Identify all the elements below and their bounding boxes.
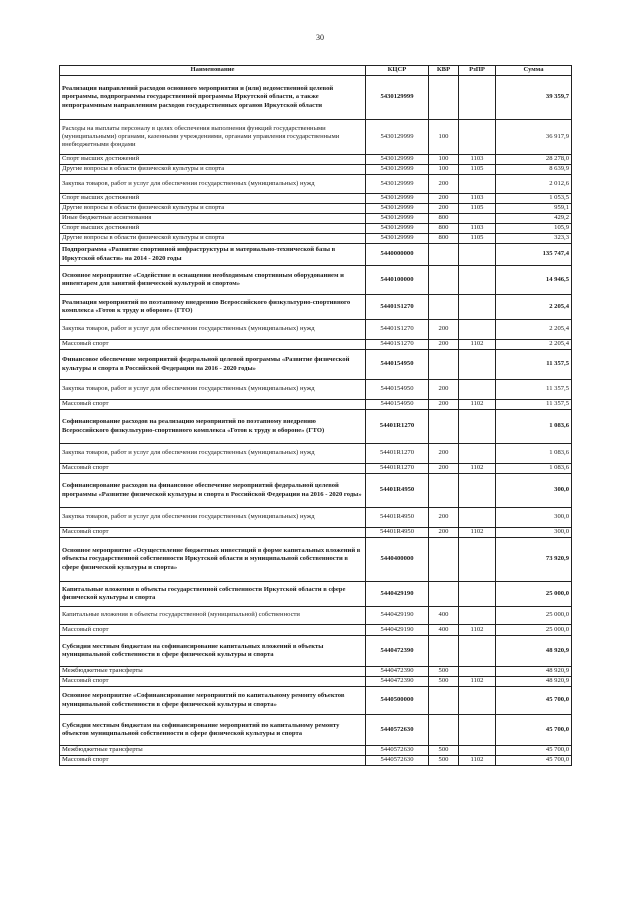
table-row: [60, 508, 572, 528]
cell-code: 5430129999: [366, 194, 429, 204]
cell-code: 5440429190: [366, 607, 429, 625]
table-row: [60, 295, 572, 320]
table-row: [60, 340, 572, 350]
cell-rzpr: [459, 746, 496, 756]
cell-amount: 45 700,0: [496, 715, 572, 746]
cell-amount: 28 278,0: [496, 155, 572, 165]
cell-amount: 8 639,9: [496, 165, 572, 175]
cell-code: 5440572630: [366, 756, 429, 766]
cell-amount: 48 920,9: [496, 667, 572, 677]
cell-rzpr: [459, 76, 496, 120]
cell-name: Финансовое обеспечение мероприятий федеральной целевой программы «Развитие физической культуры и спорта в Российской Федерации на 2016 - 2020 годы»: [60, 350, 366, 380]
cell-amount: 11 357,5: [496, 400, 572, 410]
cell-amount: 2 012,6: [496, 175, 572, 194]
cell-rzpr: [459, 715, 496, 746]
cell-kvr: [429, 582, 459, 607]
cell-rzpr: 1102: [459, 528, 496, 538]
cell-name: Реализация мероприятий по поэтапному внедрению Всероссийского физкультурно-спортивного комплекса «Готов к труду и обороне» (ГТО): [60, 295, 366, 320]
cell-code: 5430129999: [366, 165, 429, 175]
cell-kvr: 200: [429, 340, 459, 350]
cell-amount: 39 359,7: [496, 76, 572, 120]
cell-amount: 1 083,6: [496, 444, 572, 464]
cell-name: Субсидии местным бюджетам на софинансирование капитальных вложений в объекты муниципальной собственности в сфере физической культуры и спорта: [60, 636, 366, 667]
cell-code: 54401S1270: [366, 320, 429, 340]
cell-kvr: [429, 538, 459, 582]
cell-code: 54401R4950: [366, 508, 429, 528]
cell-name: Другие вопросы в области физической культуры и спорта: [60, 165, 366, 175]
cell-rzpr: [459, 214, 496, 224]
cell-code: 5440572630: [366, 715, 429, 746]
table-row: [60, 350, 572, 380]
cell-code: 5440429190: [366, 582, 429, 607]
cell-amount: 45 700,0: [496, 687, 572, 715]
table-row: [60, 756, 572, 766]
table-body: [60, 76, 572, 766]
header-row: [60, 66, 572, 76]
table-row: [60, 400, 572, 410]
table-row: [60, 224, 572, 234]
cell-amount: 48 920,9: [496, 636, 572, 667]
cell-kvr: 200: [429, 320, 459, 340]
cell-name: Спорт высших достижений: [60, 155, 366, 165]
table-row: [60, 155, 572, 165]
cell-amount: 25 000,0: [496, 625, 572, 636]
cell-code: 5440154950: [366, 400, 429, 410]
cell-name: Другие вопросы в области физической культуры и спорта: [60, 234, 366, 244]
header-amount: Сумма: [496, 66, 572, 76]
cell-name: Массовый спорт: [60, 464, 366, 474]
cell-name: Массовый спорт: [60, 528, 366, 538]
table-row: [60, 464, 572, 474]
table-row: [60, 165, 572, 175]
cell-amount: 11 357,5: [496, 350, 572, 380]
table-row: [60, 266, 572, 295]
cell-name: Софинансирование расходов на реализацию мероприятий по поэтапному внедрению Всероссийского физкультурно-спортивного комплекса «Готов к труду и обороне» (ГТО): [60, 410, 366, 444]
cell-code: 5440100000: [366, 266, 429, 295]
cell-kvr: 400: [429, 625, 459, 636]
cell-amount: 36 917,9: [496, 120, 572, 155]
cell-amount: 1 083,6: [496, 410, 572, 444]
cell-code: 5430129999: [366, 120, 429, 155]
cell-code: 5440154950: [366, 380, 429, 400]
header-kvr: КВР: [429, 66, 459, 76]
cell-name: Массовый спорт: [60, 400, 366, 410]
cell-kvr: 100: [429, 155, 459, 165]
cell-amount: 300,0: [496, 508, 572, 528]
table-row: [60, 677, 572, 687]
cell-name: Реализация направлений расходов основного мероприятия и (или) ведомственной целевой программы, подпрограммы государственной программы Иркутской области, а также непрограммным направлениям расходов государственных органов Иркутской области: [60, 76, 366, 120]
cell-kvr: 100: [429, 120, 459, 155]
cell-amount: 959,1: [496, 204, 572, 214]
cell-code: 5440472390: [366, 677, 429, 687]
cell-code: 5430129999: [366, 214, 429, 224]
cell-kvr: 500: [429, 667, 459, 677]
table-row: [60, 380, 572, 400]
table-row: [60, 746, 572, 756]
cell-name: Массовый спорт: [60, 677, 366, 687]
cell-amount: 45 700,0: [496, 746, 572, 756]
table-row: [60, 636, 572, 667]
cell-code: 54401R1270: [366, 464, 429, 474]
cell-kvr: 200: [429, 380, 459, 400]
table-row: [60, 625, 572, 636]
cell-rzpr: [459, 350, 496, 380]
cell-rzpr: 1103: [459, 224, 496, 234]
cell-name: Основное мероприятие «Содействие в оснащении необходимым спортивным оборудованием и инвентарем для занятий физической культурой и спортом»: [60, 266, 366, 295]
cell-name: Спорт высших достижений: [60, 224, 366, 234]
cell-code: 5430129999: [366, 234, 429, 244]
cell-code: 5440572630: [366, 746, 429, 756]
cell-name: Закупка товаров, работ и услуг для обеспечения государственных (муниципальных) нужд: [60, 444, 366, 464]
cell-kvr: [429, 244, 459, 266]
cell-kvr: 400: [429, 607, 459, 625]
cell-amount: 11 357,5: [496, 380, 572, 400]
cell-code: 5440154950: [366, 350, 429, 380]
budget-table: [59, 65, 572, 766]
cell-name: Межбюджетные трансферты: [60, 746, 366, 756]
cell-kvr: 800: [429, 214, 459, 224]
header-name: Наименование: [60, 66, 366, 76]
table-row: [60, 582, 572, 607]
cell-kvr: [429, 687, 459, 715]
cell-kvr: [429, 76, 459, 120]
table-row: [60, 667, 572, 677]
cell-name: Расходы на выплаты персоналу в целях обеспечения выполнения функций государственными (муниципальными) органами, казенными учреждениями, органами управления государственными внебюджетными фондами: [60, 120, 366, 155]
cell-rzpr: 1105: [459, 234, 496, 244]
cell-rzpr: [459, 120, 496, 155]
cell-kvr: 800: [429, 234, 459, 244]
cell-name: Массовый спорт: [60, 756, 366, 766]
cell-kvr: 200: [429, 444, 459, 464]
cell-name: Закупка товаров, работ и услуг для обеспечения государственных (муниципальных) нужд: [60, 175, 366, 194]
table-row: [60, 204, 572, 214]
table-row: [60, 214, 572, 224]
table-row: [60, 410, 572, 444]
cell-amount: 323,3: [496, 234, 572, 244]
cell-name: Межбюджетные трансферты: [60, 667, 366, 677]
table-row: [60, 234, 572, 244]
cell-amount: 2 205,4: [496, 320, 572, 340]
cell-name: Массовый спорт: [60, 340, 366, 350]
cell-code: 54401R4950: [366, 474, 429, 508]
cell-name: Основное мероприятие «Софинансирование мероприятий по капитальному ремонту объектов муниципальной собственности в сфере физической культуры и спорта»: [60, 687, 366, 715]
cell-kvr: 800: [429, 224, 459, 234]
cell-rzpr: [459, 636, 496, 667]
cell-code: 5440472390: [366, 667, 429, 677]
cell-code: 54401S1270: [366, 340, 429, 350]
cell-rzpr: [459, 320, 496, 340]
cell-amount: 45 700,0: [496, 756, 572, 766]
cell-kvr: [429, 350, 459, 380]
cell-rzpr: [459, 607, 496, 625]
cell-kvr: 200: [429, 204, 459, 214]
cell-amount: 48 920,9: [496, 677, 572, 687]
header-code: КЦСР: [366, 66, 429, 76]
table-row: [60, 715, 572, 746]
cell-amount: 73 920,9: [496, 538, 572, 582]
cell-kvr: 500: [429, 756, 459, 766]
cell-code: 5430129999: [366, 175, 429, 194]
cell-rzpr: [459, 687, 496, 715]
cell-rzpr: [459, 244, 496, 266]
cell-amount: 429,2: [496, 214, 572, 224]
cell-rzpr: [459, 266, 496, 295]
cell-code: 5440429190: [366, 625, 429, 636]
cell-kvr: [429, 410, 459, 444]
cell-rzpr: [459, 175, 496, 194]
page-number: 30: [316, 33, 324, 42]
cell-kvr: [429, 474, 459, 508]
table-row: [60, 687, 572, 715]
cell-kvr: [429, 715, 459, 746]
table-row: [60, 120, 572, 155]
cell-amount: 25 000,0: [496, 582, 572, 607]
cell-rzpr: [459, 474, 496, 508]
cell-rzpr: 1102: [459, 340, 496, 350]
cell-rzpr: 1105: [459, 165, 496, 175]
cell-amount: 105,9: [496, 224, 572, 234]
table-row: [60, 320, 572, 340]
cell-code: 5430129999: [366, 155, 429, 165]
cell-rzpr: [459, 582, 496, 607]
cell-amount: 135 747,4: [496, 244, 572, 266]
table-row: [60, 528, 572, 538]
cell-name: Субсидии местным бюджетам на софинансирование мероприятий по капитальному ремонту объектов муниципальной собственности в сфере физической культуры и спорта: [60, 715, 366, 746]
table-row: [60, 76, 572, 120]
cell-kvr: [429, 295, 459, 320]
cell-code: 54401R1270: [366, 410, 429, 444]
cell-kvr: 200: [429, 528, 459, 538]
cell-kvr: 100: [429, 165, 459, 175]
cell-rzpr: 1102: [459, 400, 496, 410]
cell-name: Софинансирование расходов на финансовое обеспечение мероприятий федеральной целевой программы «Развитие физической культуры и спорта в Российской Федерации на 2016 - 2020 годы»: [60, 474, 366, 508]
cell-code: 5440400000: [366, 538, 429, 582]
cell-amount: 2 205,4: [496, 295, 572, 320]
cell-rzpr: [459, 508, 496, 528]
cell-rzpr: 1102: [459, 464, 496, 474]
cell-code: 54401S1270: [366, 295, 429, 320]
table-row: [60, 607, 572, 625]
cell-name: Спорт высших достижений: [60, 194, 366, 204]
table-row: [60, 175, 572, 194]
cell-kvr: 200: [429, 508, 459, 528]
cell-rzpr: [459, 538, 496, 582]
cell-rzpr: 1102: [459, 625, 496, 636]
cell-name: Основное мероприятие «Осуществление бюджетных инвестиций в форме капитальных вложений в объекты государственной собственности Иркутской области и муниципальной собственности в сфере физической культуры и спорта»: [60, 538, 366, 582]
table-row: [60, 244, 572, 266]
cell-kvr: [429, 266, 459, 295]
cell-rzpr: [459, 295, 496, 320]
cell-code: 5440000000: [366, 244, 429, 266]
cell-name: Капитальные вложения в объекты государственной (муниципальной) собственности: [60, 607, 366, 625]
cell-name: Подпрограмма «Развитие спортивной инфраструктуры и материально-технической базы в Иркутской области» на 2014 - 2020 годы: [60, 244, 366, 266]
cell-amount: 2 205,4: [496, 340, 572, 350]
cell-name: Закупка товаров, работ и услуг для обеспечения государственных (муниципальных) нужд: [60, 508, 366, 528]
cell-rzpr: [459, 410, 496, 444]
cell-code: 5440472390: [366, 636, 429, 667]
cell-amount: 1 053,5: [496, 194, 572, 204]
header-rzpr: РзПР: [459, 66, 496, 76]
table-row: [60, 474, 572, 508]
cell-code: 54401R1270: [366, 444, 429, 464]
cell-amount: 25 000,0: [496, 607, 572, 625]
cell-rzpr: 1103: [459, 155, 496, 165]
table-header: [60, 66, 572, 76]
cell-kvr: 200: [429, 464, 459, 474]
cell-name: Массовый спорт: [60, 625, 366, 636]
table-row: [60, 444, 572, 464]
table-row: [60, 194, 572, 204]
cell-kvr: 200: [429, 194, 459, 204]
cell-amount: 300,0: [496, 474, 572, 508]
cell-rzpr: 1102: [459, 756, 496, 766]
cell-code: 5430129999: [366, 224, 429, 234]
cell-kvr: 200: [429, 175, 459, 194]
cell-kvr: 500: [429, 677, 459, 687]
cell-kvr: 200: [429, 400, 459, 410]
cell-amount: 14 946,5: [496, 266, 572, 295]
cell-code: 5430129999: [366, 204, 429, 214]
cell-name: Иные бюджетные ассигнования: [60, 214, 366, 224]
cell-rzpr: 1103: [459, 194, 496, 204]
table-row: [60, 538, 572, 582]
cell-amount: 1 083,6: [496, 464, 572, 474]
cell-name: Закупка товаров, работ и услуг для обеспечения государственных (муниципальных) нужд: [60, 320, 366, 340]
cell-name: Другие вопросы в области физической культуры и спорта: [60, 204, 366, 214]
cell-amount: 300,0: [496, 528, 572, 538]
cell-kvr: 500: [429, 746, 459, 756]
cell-code: 5440500000: [366, 687, 429, 715]
cell-code: 54401R4950: [366, 528, 429, 538]
cell-rzpr: 1102: [459, 677, 496, 687]
cell-name: Капитальные вложения в объекты государственной собственности Иркутской области в сфере физической культуры и спорта: [60, 582, 366, 607]
cell-rzpr: [459, 380, 496, 400]
cell-name: Закупка товаров, работ и услуг для обеспечения государственных (муниципальных) нужд: [60, 380, 366, 400]
cell-rzpr: 1105: [459, 204, 496, 214]
cell-kvr: [429, 636, 459, 667]
cell-code: 5430129999: [366, 76, 429, 120]
cell-rzpr: [459, 444, 496, 464]
cell-rzpr: [459, 667, 496, 677]
